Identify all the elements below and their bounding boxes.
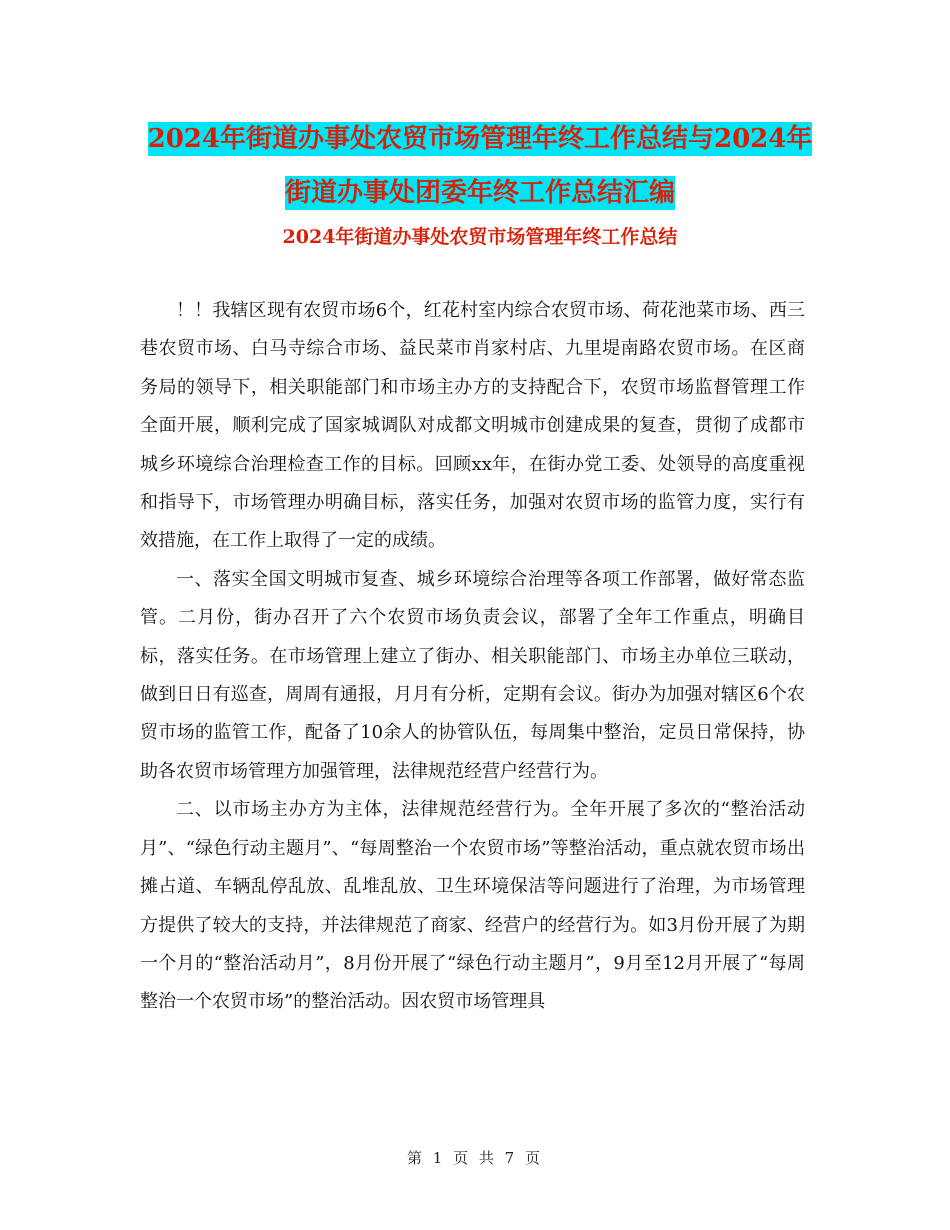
paragraph-one: 一、落实全国文明城市复查、城乡环境综合治理等各项工作部署，做好常态监管。二月份，街办召开了六个农贸市场负责会议，部署了全年工作重点，明确目标，落实任务。在市场管理上建立了街办、相关职能部门、市场主办单位三联动，做到日日有巡查，周周有通报，月月有分析，定期有会议。街办为加强对辖区6个农贸市场的监管工作，配备了10余人的协管队伍，每周集中整治，定员日常保持，协助各农贸市场管理方加强管理，法律规范经营户经营行为。 <box>140 568 805 782</box>
paragraph-intro: ！！我辖区现有农贸市场6个，红花村室内综合农贸市场、荷花池菜市场、西三巷农贸市场、白马寺综合市场、益民菜市肖家村店、九里堤南路农贸市场。在区商务局的领导下，相关职能部门和市场主办方的支持配合下，农贸市场监督管理工作全面开展，顺利完成了国家城调队对成都文明城市创建成果的复查，贯彻了成都市城乡环境综合治理检查工作的目标。回顾xx年，在街办党工委、处领导的高度重视和指导下，市场管理办明确目标，落实任务，加强对农贸市场的监管力度，实行有效措施，在工作上取得了一定的成绩。 <box>140 300 805 552</box>
document-title-text: 2024年街道办事处农贸市场管理年终工作总结与2024年街道办事处团委年终工作总结汇编 <box>147 124 813 208</box>
section-title: 2024年街道办事处农贸市场管理年终工作总结 <box>282 226 678 248</box>
document-title <box>140 112 820 220</box>
paragraph-two: 二、以市场主办方为主体，法律规范经营行为。全年开展了多次的“整治活动月”、“绿色行动主题月”、“每周整治一个农贸市场”等整治活动，重点就农贸市场出摊占道、车辆乱停乱放、乱堆乱放、卫生环境保洁等问题进行了治理，为市场管理方提供了较大的支持，并法律规范了商家、经营户的经营行为。如3月份开展了为期一个月的“整治活动月”，8月份开展了“绿色行动主题月”，9月至12月开展了“每周整治一个农贸市场”的整治活动。因农贸市场管理具 <box>140 799 805 1013</box>
document-body <box>140 292 805 1022</box>
page-indicator: 第 1 页 共 7 页 <box>407 1149 543 1167</box>
